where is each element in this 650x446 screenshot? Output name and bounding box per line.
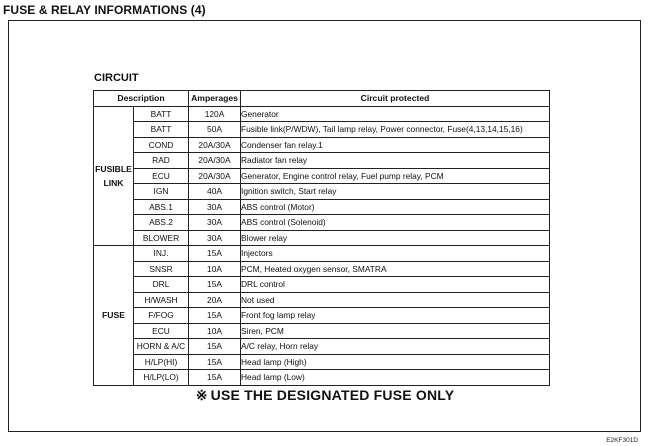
circuit-cell: ABS control (Motor) xyxy=(241,199,550,215)
amperage-cell: 15A xyxy=(189,308,241,324)
amperage-cell: 15A xyxy=(189,339,241,355)
amperage-cell: 10A xyxy=(189,261,241,277)
fuse-name-cell: SNSR xyxy=(134,261,189,277)
fuse-name-cell: BLOWER xyxy=(134,230,189,246)
document-code: E2KF301D xyxy=(606,437,638,444)
amperage-cell: 15A xyxy=(189,277,241,293)
fuse-name-cell: ABS.1 xyxy=(134,199,189,215)
circuit-cell: A/C relay, Horn relay xyxy=(241,339,550,355)
table-row xyxy=(94,168,550,184)
table-header-row xyxy=(94,91,550,107)
amperage-cell: 30A xyxy=(189,230,241,246)
amperage-cell: 120A xyxy=(189,106,241,122)
circuit-cell: Not used xyxy=(241,292,550,308)
header-amperages: Amperages xyxy=(189,91,241,107)
header-description: Description xyxy=(94,91,189,107)
circuit-cell: DRL control xyxy=(241,277,550,293)
table-row xyxy=(94,106,550,122)
note-mark-icon: ※ xyxy=(195,387,208,403)
table-row xyxy=(94,184,550,200)
circuit-cell: Condenser fan relay.1 xyxy=(241,137,550,153)
table-row xyxy=(94,261,550,277)
table-row xyxy=(94,215,550,231)
table-row xyxy=(94,137,550,153)
fuse-name-cell: ABS.2 xyxy=(134,215,189,231)
amperage-cell: 40A xyxy=(189,184,241,200)
table-row xyxy=(94,292,550,308)
fuse-name-cell: H/LP(HI) xyxy=(134,354,189,370)
circuit-cell: Radiator fan relay xyxy=(241,153,550,169)
amperage-cell: 10A xyxy=(189,323,241,339)
amperage-cell: 15A xyxy=(189,246,241,262)
circuit-cell: Blower relay xyxy=(241,230,550,246)
table-row xyxy=(94,277,550,293)
fuse-name-cell: INJ. xyxy=(134,246,189,262)
circuit-cell: Siren, PCM xyxy=(241,323,550,339)
group-label xyxy=(94,106,134,246)
section-label: CIRCUIT xyxy=(94,72,139,84)
table-row xyxy=(94,199,550,215)
amperage-cell: 15A xyxy=(189,370,241,386)
fuse-name-cell: BATT xyxy=(134,106,189,122)
fuse-name-cell: DRL xyxy=(134,277,189,293)
group-label xyxy=(94,246,134,386)
fuse-name-cell: H/LP(LO) xyxy=(134,370,189,386)
page-title: FUSE & RELAY INFORMATIONS (4) xyxy=(3,3,206,17)
circuit-cell: Fusible link(P/WDW), Tail lamp relay, Power connector, Fuse(4,13,14,15,16) xyxy=(241,122,550,138)
amperage-cell: 20A/30A xyxy=(189,137,241,153)
fuse-name-cell: RAD xyxy=(134,153,189,169)
circuit-cell: Head lamp (Low) xyxy=(241,370,550,386)
circuit-cell: Generator xyxy=(241,106,550,122)
table-row xyxy=(94,354,550,370)
circuit-cell: Generator, Engine control relay, Fuel pump relay, PCM xyxy=(241,168,550,184)
table-row xyxy=(94,246,550,262)
table-row xyxy=(94,370,550,386)
footer-note-text: USE THE DESIGNATED FUSE ONLY xyxy=(210,387,455,403)
circuit-cell: Head lamp (High) xyxy=(241,354,550,370)
table-row xyxy=(94,308,550,324)
amperage-cell: 15A xyxy=(189,354,241,370)
fuse-name-cell: HORN & A/C xyxy=(134,339,189,355)
fuse-name-cell: H/WASH xyxy=(134,292,189,308)
amperage-cell: 20A/30A xyxy=(189,153,241,169)
table-row xyxy=(94,339,550,355)
table-row xyxy=(94,323,550,339)
amperage-cell: 20A/30A xyxy=(189,168,241,184)
amperage-cell: 50A xyxy=(189,122,241,138)
fuse-name-cell: F/FOG xyxy=(134,308,189,324)
circuit-cell: Front fog lamp relay xyxy=(241,308,550,324)
table-row xyxy=(94,122,550,138)
group-label-line: LINK xyxy=(103,177,124,188)
fuse-relay-table xyxy=(93,90,550,386)
table-body xyxy=(94,106,550,385)
table-row xyxy=(94,230,550,246)
fuse-name-cell: COND xyxy=(134,137,189,153)
amperage-cell: 30A xyxy=(189,199,241,215)
fuse-name-cell: IGN xyxy=(134,184,189,200)
group-label-line: FUSIBLE xyxy=(95,163,132,174)
amperage-cell: 30A xyxy=(189,215,241,231)
amperage-cell: 20A xyxy=(189,292,241,308)
footer-note xyxy=(0,387,650,404)
circuit-cell: Ignition switch, Start relay xyxy=(241,184,550,200)
header-circuit-protected: Circuit protected xyxy=(241,91,550,107)
circuit-cell: ABS control (Solenoid) xyxy=(241,215,550,231)
table-row xyxy=(94,153,550,169)
group-label-line: FUSE xyxy=(102,310,125,321)
fuse-name-cell: ECU xyxy=(134,168,189,184)
circuit-cell: Injectors xyxy=(241,246,550,262)
fuse-name-cell: BATT xyxy=(134,122,189,138)
circuit-cell: PCM, Heated oxygen sensor, SMATRA xyxy=(241,261,550,277)
fuse-name-cell: ECU xyxy=(134,323,189,339)
